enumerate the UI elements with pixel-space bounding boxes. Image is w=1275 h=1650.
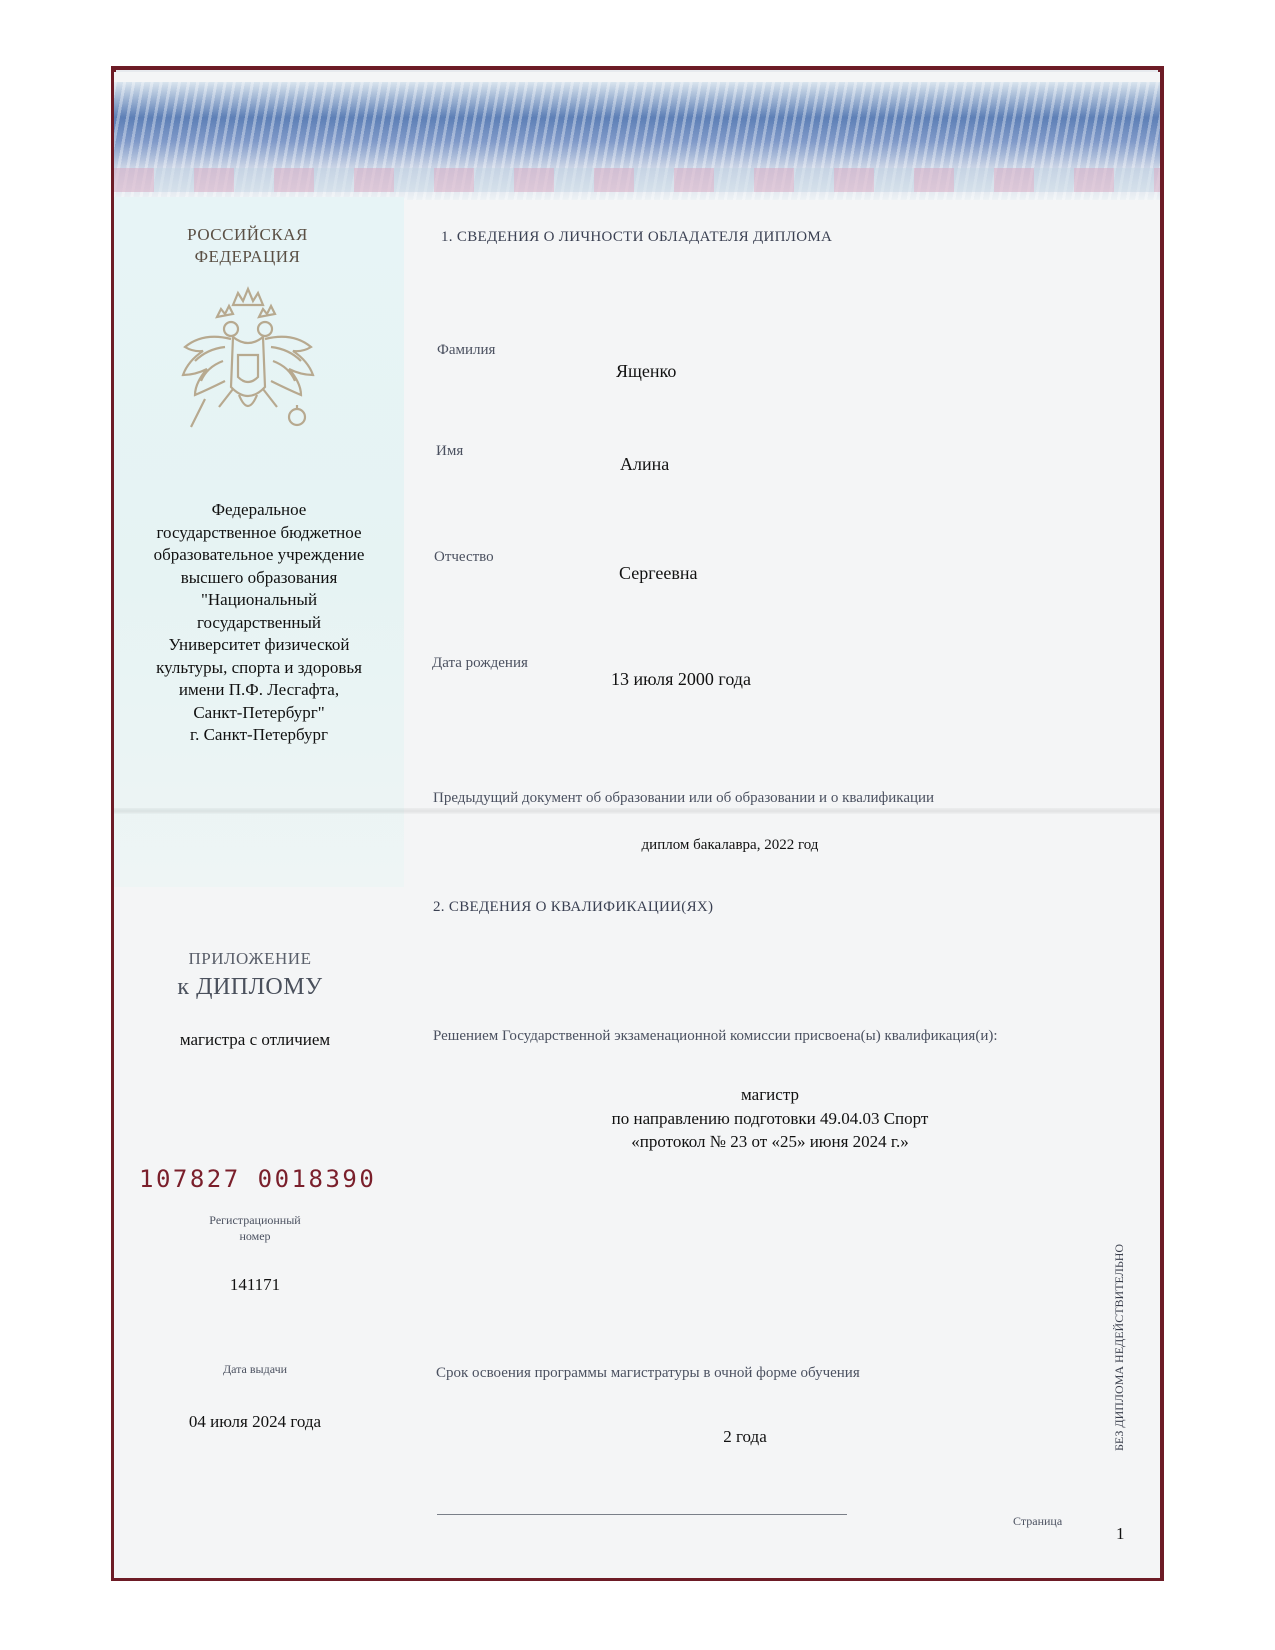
patronymic-value: Сергеевна bbox=[619, 563, 698, 583]
qualification-line-1: магистр bbox=[741, 1085, 799, 1104]
country-line-1: РОССИЙСКАЯ bbox=[187, 225, 308, 244]
page-fold bbox=[114, 808, 1160, 814]
organization-line: г. Санкт-Петербург bbox=[190, 725, 328, 744]
degree-type: магистра с отличием bbox=[179, 1030, 331, 1049]
organization-line: государственный bbox=[196, 612, 322, 632]
organization-line: Санкт-Петербург" bbox=[193, 702, 325, 722]
coat-of-arms-icon bbox=[173, 277, 323, 442]
reg-number: 141171 bbox=[229, 1275, 281, 1294]
organization-line: "Национальный bbox=[200, 590, 318, 609]
previous-document-label: Предыдущий документ об образовании или об образовании и о квалификации bbox=[433, 790, 935, 806]
section-1-title: 1. СВЕДЕНИЯ О ЛИЧНОСТИ ОБЛАДАТЕЛЯ ДИПЛОМА bbox=[441, 229, 833, 245]
qualification-decision-label: Решением Государственной экзаменационной комиссии присвоена(ы) квалификация(и): bbox=[433, 1028, 998, 1044]
organization-line: Федеральное bbox=[211, 500, 307, 519]
issue-date: 04 июля 2024 года bbox=[188, 1412, 322, 1431]
organization-line: образовательное учреждение bbox=[153, 545, 365, 564]
previous-document-value: диплом бакалавра, 2022 год bbox=[641, 837, 819, 853]
reg-number-label-line-2: номер bbox=[239, 1229, 271, 1243]
birth-date-value: 13 июля 2000 года bbox=[611, 669, 751, 689]
qualification-line-2: по направлению подготовки 49.04.03 Спорт bbox=[611, 1109, 929, 1128]
issue-date-label: Дата выдачи bbox=[222, 1362, 288, 1376]
security-pattern-strip bbox=[114, 168, 1160, 192]
organization-name bbox=[139, 499, 379, 747]
validity-note: БЕЗ ДИПЛОМА НЕДЕЙСТВИТЕЛЬНО bbox=[1112, 1243, 1126, 1451]
surname-label: Фамилия bbox=[437, 342, 496, 358]
study-term-value: 2 года bbox=[723, 1427, 767, 1446]
name-value: Алина bbox=[620, 454, 670, 474]
qualification-line-3: «протокол № 23 от «25» июня 2024 г.» bbox=[631, 1132, 909, 1151]
patronymic-label: Отчество bbox=[434, 549, 494, 565]
organization-line: высшего образования bbox=[180, 567, 338, 587]
page-number: 1 bbox=[1116, 1524, 1125, 1543]
country-line-2: ФЕДЕРАЦИЯ bbox=[194, 247, 301, 266]
diploma-serial-number: 107827 0018390 bbox=[139, 1165, 377, 1193]
section-2-title: 2. СВЕДЕНИЯ О КВАЛИФИКАЦИИ(ЯХ) bbox=[433, 899, 714, 915]
name-label: Имя bbox=[436, 443, 464, 459]
page-label: Страница bbox=[1013, 1514, 1063, 1528]
organization-line: Университет физической bbox=[168, 635, 350, 654]
organization-line: культуры, спорта и здоровья bbox=[156, 657, 362, 677]
signature-line bbox=[437, 1514, 847, 1515]
organization-line: имени П.Ф. Лесгафта, bbox=[178, 680, 340, 699]
surname-value: Ященко bbox=[616, 361, 677, 381]
appendix-title-line-1: ПРИЛОЖЕНИЕ bbox=[188, 949, 312, 968]
reg-number-label-line-1: Регистрационный bbox=[209, 1213, 301, 1227]
organization-line: государственное бюджетное bbox=[156, 522, 362, 542]
birth-date-label: Дата рождения bbox=[432, 655, 528, 671]
study-term-label: Срок освоения программы магистратуры в очной форме обучения bbox=[436, 1365, 860, 1381]
appendix-title-line-2: к ДИПЛОМУ bbox=[177, 974, 323, 1000]
